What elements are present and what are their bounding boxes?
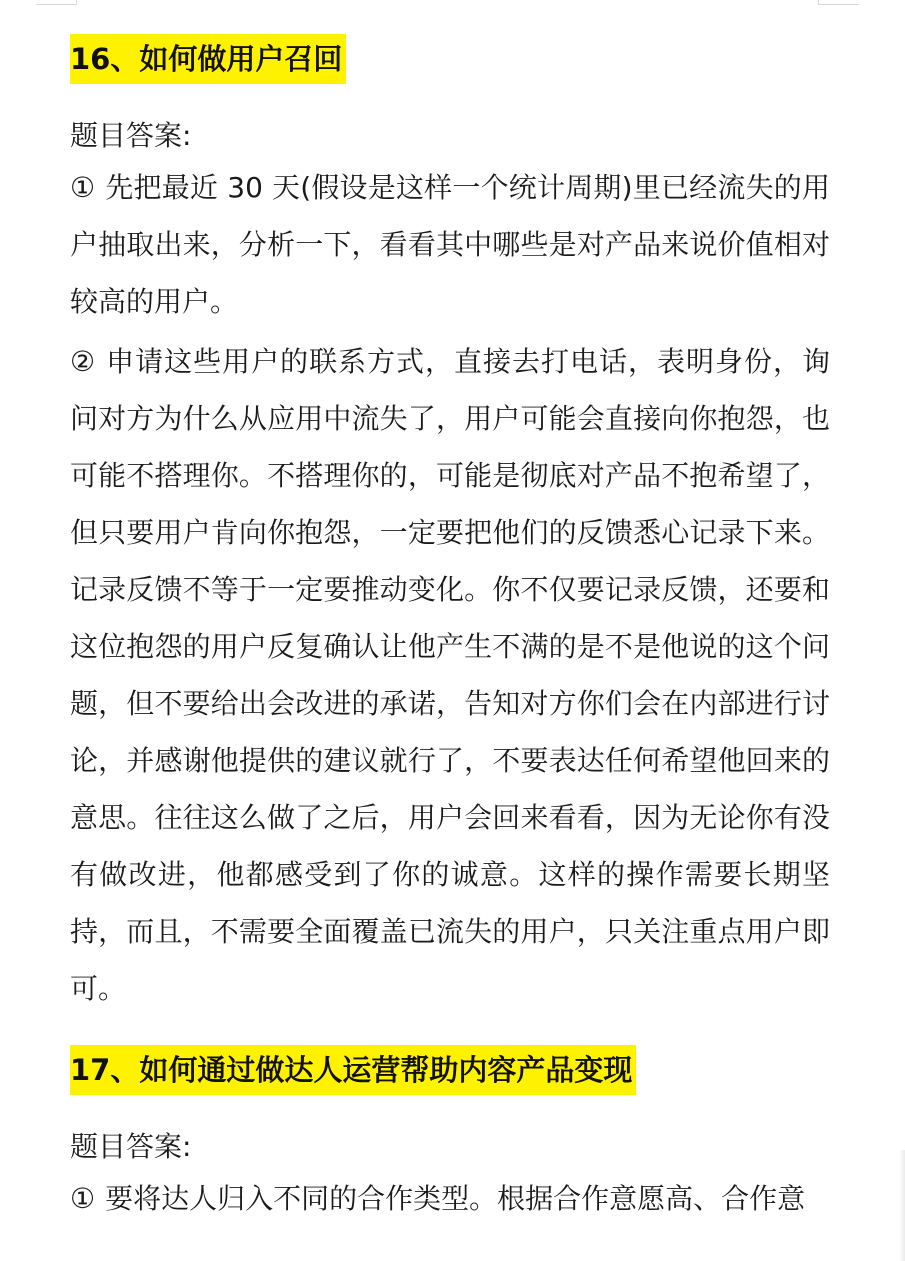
answer-point xyxy=(70,1170,830,1227)
point-marker: ① xyxy=(70,171,96,204)
document-page xyxy=(70,34,830,1227)
section-17 xyxy=(70,1045,830,1227)
point-text: 申请这些用户的联系方式，直接去打电话，表明身份，询问对方为什么从应用中流失了，用户可能会直接向你抱怨，也可能不搭理你。不搭理你的，可能是彻底对产品不抱希望了，但只要用户肯向你抱怨，一定要把他们的反馈悉心记录下来。记录反馈不等于一定要推动变化。你不仅要记录反馈，还要和这位抱怨的用户反复确认让他产生不满的是不是他说的这个问题，但不要给出会改进的承诺，告知对方你们会在内部进行讨论，并感谢他提供的建议就行了，不要表达任何希望他回来的意思。往往这么做了之后，用户会回来看看，因为无论你有没有做改进，他都感受到了你的诚意。这样的操作需要长期坚持，而且，不需要全面覆盖已流失的用户，只关注重点用户即可。 xyxy=(70,345,830,1005)
section-heading: 17、如何通过做达人运营帮助内容产品变现 xyxy=(70,1045,636,1095)
answer-point xyxy=(70,159,830,330)
section-heading: 16、如何做用户召回 xyxy=(70,34,346,84)
section-16 xyxy=(70,34,830,1017)
answer-label: 题目答案: xyxy=(70,1130,192,1163)
point-text: 先把最近 30 天(假设是这样一个统计周期)里已经流失的用户抽取出来，分析一下，看看其中哪些是对产品来说价值相对较高的用户。 xyxy=(70,171,830,318)
page-corner-mark-left xyxy=(36,0,77,5)
point-text: 要将达人归入不同的合作类型。根据合作意愿高、合作意 xyxy=(105,1182,806,1215)
point-marker: ① xyxy=(70,1182,96,1215)
point-marker: ② xyxy=(70,345,97,378)
answer-point xyxy=(70,333,830,1017)
answer-label: 题目答案: xyxy=(70,119,192,152)
page-edge-shadow xyxy=(899,1150,905,1261)
page-corner-mark-right xyxy=(818,0,859,5)
